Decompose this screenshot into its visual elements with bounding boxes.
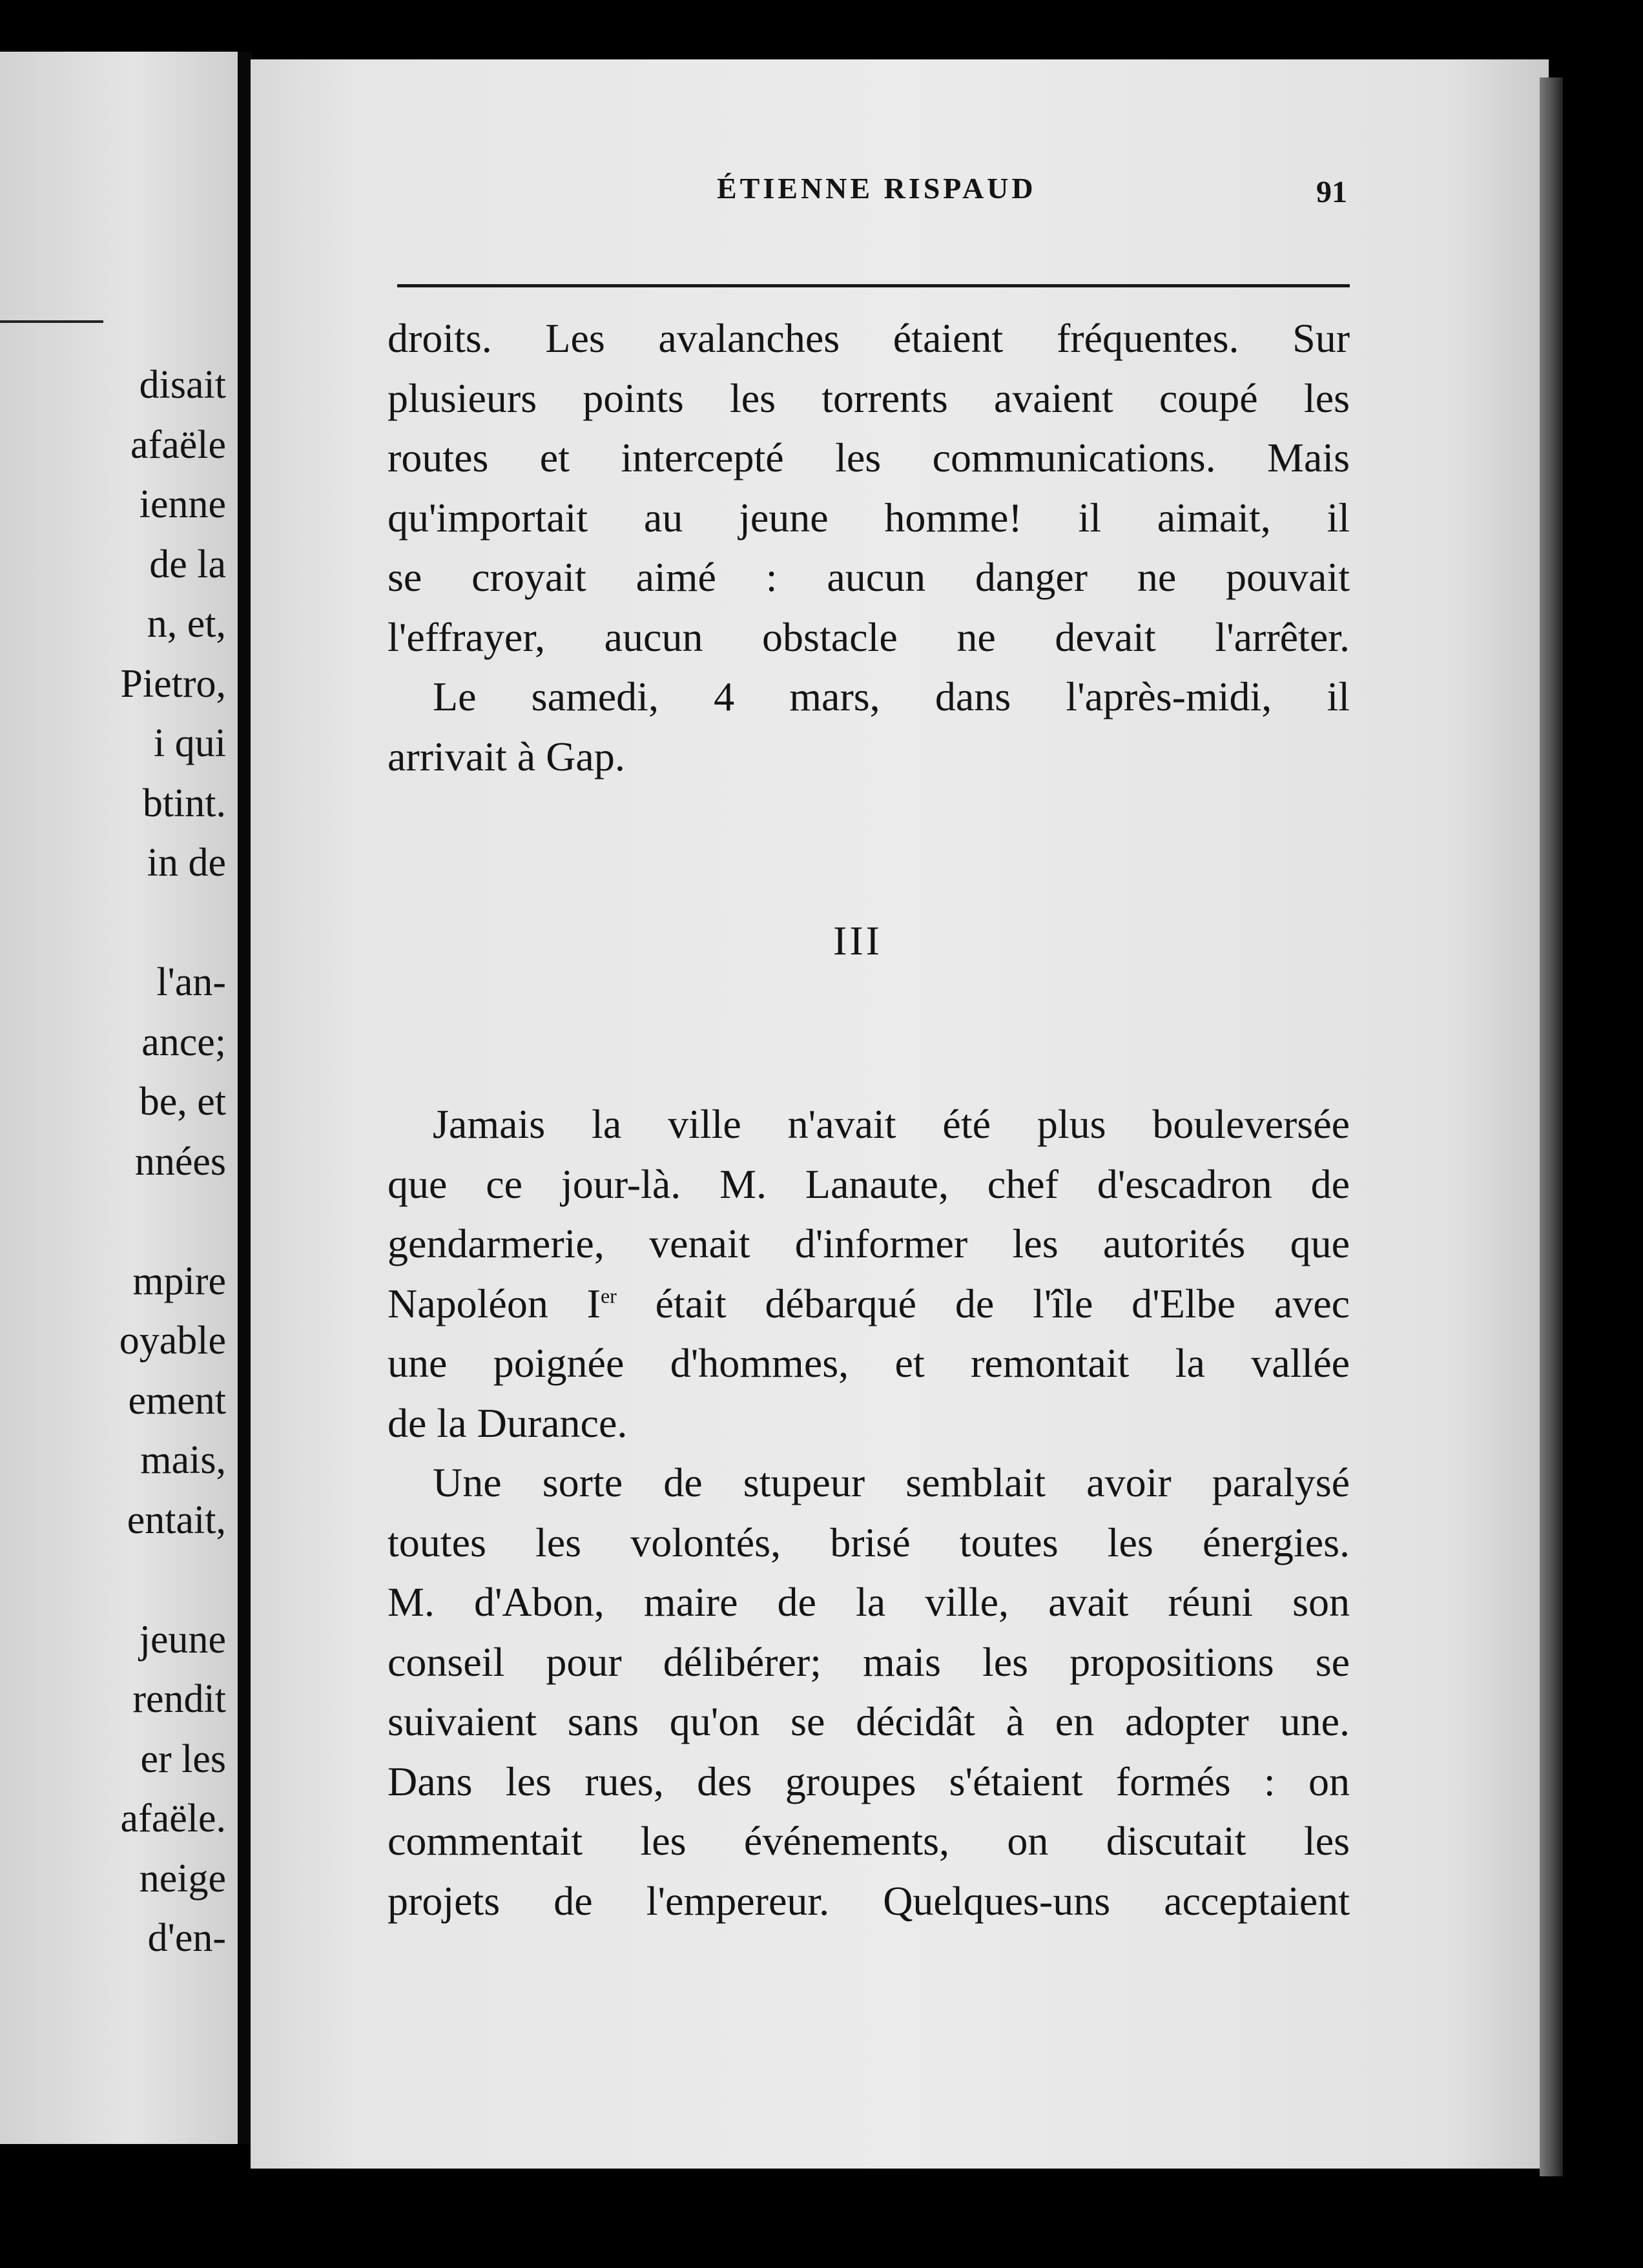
running-head-rule [397, 284, 1350, 287]
text-line: plusieurs points les torrents avaient coupé les [388, 375, 1350, 421]
paragraph-news-of-napoleon [388, 1095, 1350, 1453]
text-line: arrivait à Gap. [388, 733, 625, 779]
previous-page-line: oyable [119, 1319, 226, 1363]
text-line: routes et intercepté les communications. Mais [388, 435, 1350, 480]
text-line: M. d'Abon, maire de la ville, avait réuni son [388, 1579, 1350, 1625]
paragraph-continued [388, 309, 1350, 667]
previous-page-line: afaële [130, 422, 226, 467]
ordinal-superscript: er [600, 1284, 617, 1308]
text-line: droits. Les avalanches étaient fréquentes. Sur [388, 315, 1350, 361]
text-line: commentait les événements, on discutait les [388, 1818, 1350, 1864]
text-line: Dans les rues, des groupes s'étaient formés : on [388, 1758, 1350, 1804]
previous-page-head-rule [0, 320, 103, 323]
book-gutter [238, 52, 252, 2144]
previous-page-line: d'en- [147, 1916, 226, 1960]
text-line: projets de l'empereur. Quelques-uns acceptaient [388, 1877, 1350, 1924]
previous-page-line: ance; [141, 1020, 226, 1064]
page-number: 91 [1316, 175, 1347, 209]
text-line: une poignée d'hommes, et remontait la vallée [388, 1340, 1350, 1386]
napoleon-name: Napoléon I [388, 1280, 601, 1326]
running-head-title: ÉTIENNE RISPAUD [717, 172, 1037, 205]
text-line-napoleon [388, 1274, 1350, 1334]
previous-page-line: btint. [142, 781, 226, 825]
previous-page-line: neige [139, 1856, 226, 1901]
previous-page-line: ement [128, 1378, 226, 1423]
text-line: se croyait aimé : aucun danger ne pouvait [388, 554, 1350, 600]
previous-page-line [119, 1191, 226, 1252]
paragraph-arrival [388, 667, 1350, 787]
text-line: Une sorte de stupeur semblait avoir paralysé [433, 1459, 1350, 1505]
previous-page-line: nnées [134, 1139, 226, 1184]
previous-page-fragment [0, 52, 238, 2144]
text-line: l'effrayer, aucun obstacle ne devait l'arrêter. [388, 613, 1350, 660]
text-line: de la Durance. [388, 1399, 628, 1446]
section-heading: III [833, 918, 882, 964]
text-line: Le samedi, 4 mars, dans l'après-midi, il [433, 674, 1350, 719]
previous-page-line [119, 893, 226, 953]
page-edge-shadow [1540, 77, 1563, 2176]
text-line: gendarmerie, venait d'informer les autorités que [388, 1221, 1350, 1266]
previous-page-line: mais, [140, 1438, 226, 1482]
paragraph-stupor [388, 1453, 1350, 1931]
previous-page-line: er les [140, 1737, 226, 1781]
text-line: toutes les volontés, brisé toutes les énergies. [388, 1519, 1350, 1565]
running-head [0, 163, 1643, 214]
previous-page-line: in de [147, 841, 226, 885]
text-line: conseil pour délibérer; mais les propositions se [388, 1638, 1350, 1685]
previous-page-line-list [119, 355, 226, 1968]
previous-page-line: disait [139, 363, 226, 407]
napoleon-line-rest: était débarqué de l'île d'Elbe avec [616, 1280, 1350, 1326]
text-line: qu'importait au jeune homme! il aimait, il [388, 494, 1350, 541]
previous-page-line: de la [149, 542, 226, 586]
previous-page-line: n, et, [147, 602, 226, 646]
previous-page-line: entait, [127, 1498, 226, 1542]
previous-page-line: be, et [139, 1080, 226, 1124]
text-line: suivaient sans qu'on se décidât à en adopter une. [388, 1698, 1350, 1744]
previous-page-line: i qui [154, 721, 226, 765]
previous-page-line: l'an- [156, 960, 226, 1004]
previous-page-line: Pietro, [120, 661, 226, 706]
previous-page-line: ienne [139, 482, 226, 526]
previous-page-line [119, 1550, 226, 1610]
previous-page-line: afaële. [120, 1797, 226, 1840]
previous-page-line: rendit [132, 1677, 226, 1721]
text-line: Jamais la ville n'avait été plus bouleversée [433, 1101, 1350, 1147]
previous-page-line: jeune [139, 1617, 226, 1662]
text-line: que ce jour-là. M. Lanaute, chef d'escadron de [388, 1160, 1350, 1207]
previous-page-line: mpire [132, 1259, 226, 1303]
